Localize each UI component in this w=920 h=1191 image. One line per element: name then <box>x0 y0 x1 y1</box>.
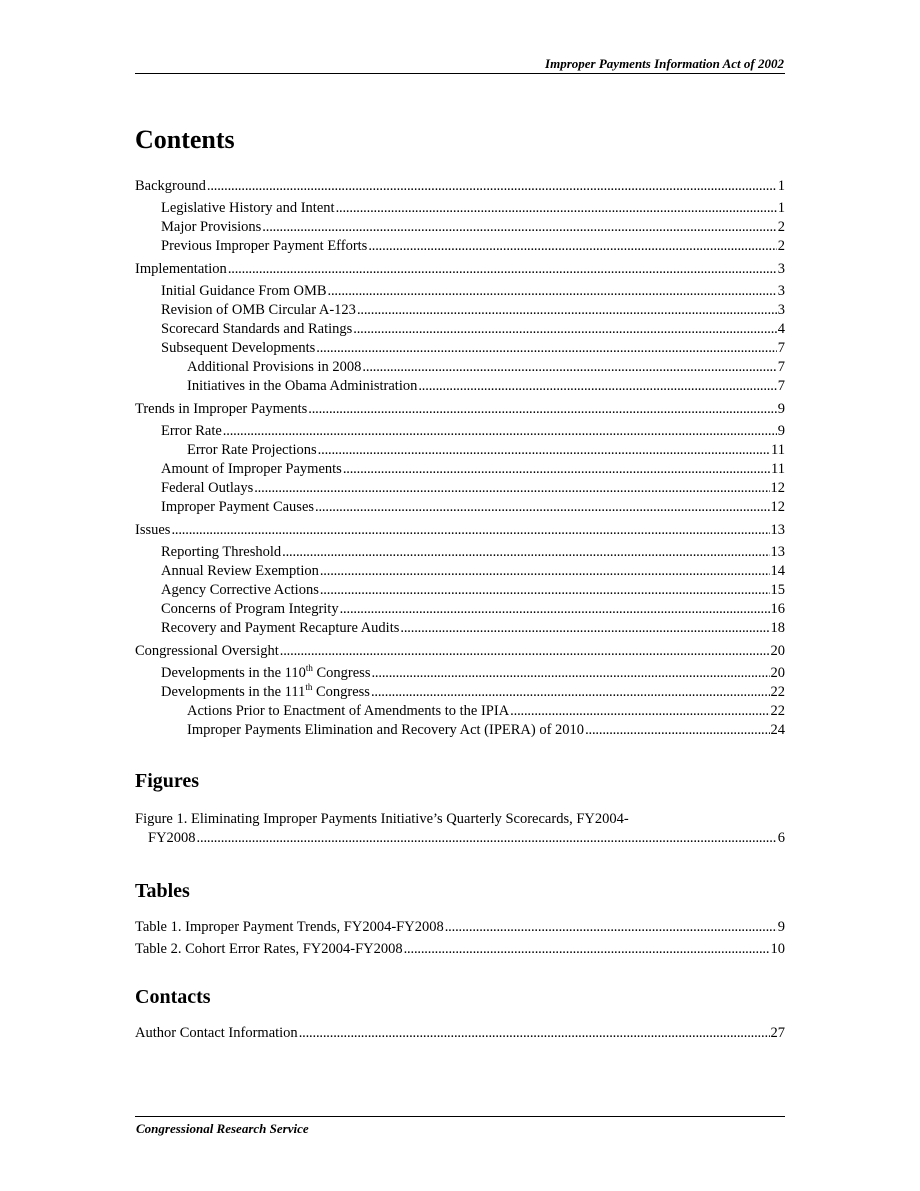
toc-entry-label: Federal Outlays <box>161 480 254 496</box>
toc-entry[interactable] <box>135 521 785 539</box>
toc-entry-page-number: 18 <box>770 620 785 636</box>
toc-entry-page-number: 9 <box>777 423 785 439</box>
toc-entry-label: Amount of Improper Payments <box>161 461 342 477</box>
toc-entry-label: Table 2. Cohort Error Rates, FY2004-FY2008 <box>135 941 403 957</box>
toc-entry-page-number: 6 <box>777 830 785 846</box>
toc-entry[interactable] <box>187 358 785 376</box>
toc-entry-label: Implementation <box>135 261 227 277</box>
toc-entry-page-number: 7 <box>777 378 785 394</box>
toc-entry-page-number: 22 <box>770 684 785 700</box>
toc-entry-page-number: 9 <box>777 919 785 935</box>
toc-entry-label: Table 1. Improper Payment Trends, FY2004-FY2008 <box>135 919 444 935</box>
toc-entry-page-number: 7 <box>777 340 785 356</box>
toc-entry-page-number: 7 <box>777 359 785 375</box>
toc-entry-label: Revision of OMB Circular A-123 <box>161 302 356 318</box>
toc-entry-page-number: 14 <box>770 563 785 579</box>
toc-entry-label: Improper Payment Causes <box>161 499 315 515</box>
toc-entry[interactable] <box>161 479 785 497</box>
dot-leader <box>336 199 777 217</box>
toc-entry-label: Error Rate <box>161 423 222 439</box>
toc-entry-page-number: 15 <box>770 582 785 598</box>
dot-leader <box>328 282 777 300</box>
toc-entry-label: Initiatives in the Obama Administration <box>187 378 418 394</box>
toc-entry-label: Improper Payments Elimination and Recovery Act (IPERA) of 2010 <box>187 722 585 738</box>
dot-leader <box>197 829 777 847</box>
dot-leader <box>299 1024 770 1042</box>
dot-leader <box>510 702 769 720</box>
figures-heading: Figures <box>135 770 200 792</box>
toc-entry[interactable] <box>161 664 785 682</box>
dot-leader <box>362 358 776 376</box>
toc-entry-page-number: 24 <box>770 722 785 738</box>
contacts-heading: Contacts <box>135 986 211 1008</box>
toc-entry-label: Author Contact Information <box>135 1025 298 1041</box>
toc-entry[interactable] <box>187 377 785 395</box>
toc-entry-label: Annual Review Exemption <box>161 563 319 579</box>
dot-leader <box>223 422 777 440</box>
toc-entry-page-number: 2 <box>777 238 785 254</box>
dot-leader <box>280 642 770 660</box>
toc-entry-label: Previous Improper Payment Efforts <box>161 238 368 254</box>
toc-entry-page-number: 10 <box>770 941 785 957</box>
dot-leader <box>320 562 770 580</box>
toc-entry[interactable] <box>161 320 785 338</box>
toc-entry-label: Issues <box>135 522 171 538</box>
footer-rule <box>135 1116 785 1117</box>
toc-entry-page-number: 20 <box>770 643 785 659</box>
toc-entry-label: Developments in the 111th Congress <box>161 682 370 700</box>
toc-entry[interactable] <box>161 543 785 561</box>
dot-leader <box>357 301 777 319</box>
toc-entry-label: Additional Provisions in 2008 <box>187 359 362 375</box>
dot-leader <box>262 218 776 236</box>
toc-entry[interactable] <box>161 562 785 580</box>
toc-entry[interactable] <box>161 237 785 255</box>
toc-entry-page-number: 9 <box>777 401 785 417</box>
toc-entry[interactable] <box>161 301 785 319</box>
tables-heading: Tables <box>135 880 190 902</box>
toc-entry-label: Congressional Oversight <box>135 643 279 659</box>
dot-leader <box>282 543 769 561</box>
toc-entry-page-number: 3 <box>777 261 785 277</box>
toc-entry[interactable] <box>135 642 785 660</box>
toc-entry-label: Developments in the 110th Congress <box>161 663 371 681</box>
dot-leader <box>228 260 777 278</box>
toc-entry-label: Subsequent Developments <box>161 340 316 356</box>
toc-entry-page-number: 2 <box>777 219 785 235</box>
toc-entry[interactable] <box>161 199 785 217</box>
toc-entry-label: FY2008 <box>148 830 196 846</box>
dot-leader <box>418 377 776 395</box>
toc-entry-label: Actions Prior to Enactment of Amendments to the IPIA <box>187 703 510 719</box>
dot-leader <box>171 521 769 539</box>
running-header-title: Improper Payments Information Act of 2002 <box>545 56 784 71</box>
table-entry[interactable] <box>135 918 785 936</box>
contact-entry[interactable] <box>135 1024 785 1042</box>
toc-entry-label: Major Provisions <box>161 219 262 235</box>
toc-entry-page-number: 12 <box>770 480 785 496</box>
toc-entry[interactable] <box>161 422 785 440</box>
toc-entry[interactable] <box>161 339 785 357</box>
dot-leader <box>585 721 769 739</box>
toc-entry[interactable] <box>161 600 785 618</box>
dot-leader <box>340 600 770 618</box>
dot-leader <box>343 460 770 478</box>
figure-entry[interactable] <box>148 829 785 847</box>
dot-leader <box>353 320 776 338</box>
toc-entry[interactable] <box>161 683 785 701</box>
toc-entry-page-number: 22 <box>770 703 785 719</box>
toc-entry[interactable] <box>161 581 785 599</box>
toc-entry-label: Legislative History and Intent <box>161 200 335 216</box>
toc-entry-label: Recovery and Payment Recapture Audits <box>161 620 400 636</box>
toc-entry-page-number: 11 <box>771 461 785 477</box>
dot-leader <box>371 683 770 701</box>
dot-leader <box>368 237 776 255</box>
dot-leader <box>316 339 777 357</box>
toc-entry-page-number: 1 <box>777 178 785 194</box>
toc-entry[interactable] <box>187 721 785 739</box>
toc-entry-label: Reporting Threshold <box>161 544 282 560</box>
dot-leader <box>320 581 770 599</box>
dot-leader <box>207 177 777 195</box>
toc-entry-label: Trends in Improper Payments <box>135 401 308 417</box>
toc-entry-label: Concerns of Program Integrity <box>161 601 339 617</box>
contents-heading: Contents <box>135 125 235 154</box>
figure-entry-first-line[interactable]: Figure 1. Eliminating Improper Payments Initiative’s Quarterly Scorecards, FY2004- <box>135 811 629 827</box>
dot-leader <box>315 498 769 516</box>
toc-entry-page-number: 13 <box>770 544 785 560</box>
dot-leader <box>404 940 770 958</box>
toc-entry[interactable] <box>187 441 785 459</box>
toc-entry-page-number: 11 <box>771 442 785 458</box>
dot-leader <box>308 400 777 418</box>
toc-entry-page-number: 13 <box>770 522 785 538</box>
dot-leader <box>318 441 770 459</box>
toc-entry-label: Agency Corrective Actions <box>161 582 319 598</box>
dot-leader <box>371 664 769 682</box>
toc-entry-page-number: 1 <box>777 200 785 216</box>
toc-entry-label: Scorecard Standards and Ratings <box>161 321 353 337</box>
dot-leader <box>445 918 777 936</box>
toc-entry-label: Background <box>135 178 206 194</box>
toc-entry-page-number: 20 <box>770 665 785 681</box>
toc-entry-label: Error Rate Projections <box>187 442 317 458</box>
toc-entry-page-number: 12 <box>770 499 785 515</box>
header-rule <box>135 73 785 74</box>
toc-entry-page-number: 16 <box>770 601 785 617</box>
table-entry[interactable] <box>135 940 785 958</box>
toc-entry[interactable] <box>187 702 785 720</box>
toc-entry[interactable] <box>135 260 785 278</box>
toc-entry-page-number: 3 <box>777 302 785 318</box>
toc-entry-page-number: 4 <box>777 321 785 337</box>
dot-leader <box>254 479 769 497</box>
footer-text: Congressional Research Service <box>136 1121 309 1136</box>
toc-entry[interactable] <box>161 460 785 478</box>
toc-entry-page-number: 3 <box>777 283 785 299</box>
toc-entry-page-number: 27 <box>770 1025 785 1041</box>
toc-entry[interactable] <box>135 400 785 418</box>
toc-entry[interactable] <box>161 218 785 236</box>
toc-entry[interactable] <box>161 498 785 516</box>
toc-entry[interactable] <box>161 282 785 300</box>
dot-leader <box>400 619 769 637</box>
toc-entry[interactable] <box>161 619 785 637</box>
toc-entry-label: Initial Guidance From OMB <box>161 283 327 299</box>
toc-entry[interactable] <box>135 177 785 195</box>
